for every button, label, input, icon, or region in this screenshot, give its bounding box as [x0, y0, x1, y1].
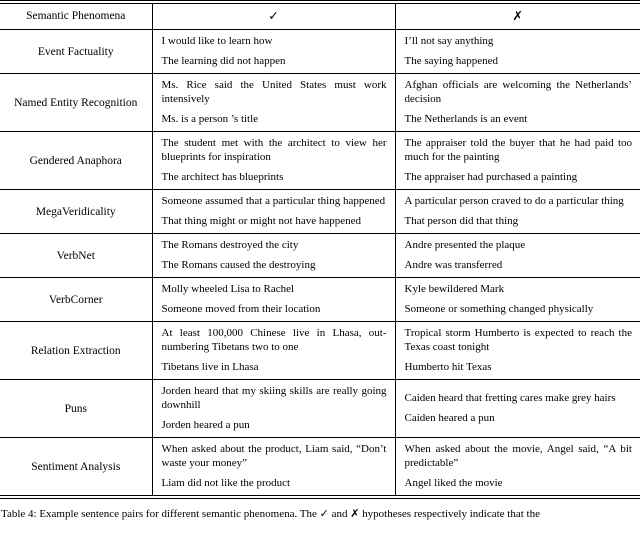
- premise-text: Jorden heard that my skiing skills are really going downhill: [161, 385, 387, 411]
- hypothesis-text: The learning did not happen: [161, 55, 286, 67]
- positive-example-cell: [152, 132, 395, 190]
- premise-text: Caiden heard that fretting cares make grey hairs: [404, 392, 616, 404]
- phenomenon-label: Relation Extraction: [0, 322, 152, 380]
- hypothesis-text: Jorden heared a pun: [161, 419, 250, 431]
- hypothesis-text: Andre was transferred: [404, 259, 503, 271]
- table-row: [0, 234, 640, 278]
- positive-example-cell: [152, 438, 395, 498]
- hypothesis-text: Ms. is a person ’s title: [161, 113, 259, 125]
- table-row: [0, 380, 640, 438]
- table-row: [0, 132, 640, 190]
- column-header-negative: [395, 2, 640, 30]
- table-row: [0, 190, 640, 234]
- premise-text: Someone assumed that a particular thing happened: [161, 195, 386, 207]
- premise-text: The appraiser told the buyer that he had paid too much for the painting: [404, 137, 632, 163]
- premise-text: I’ll not say anything: [404, 35, 494, 47]
- premise-text: When asked about the movie, Angel said, “A bit predictable”: [404, 443, 632, 469]
- premise-text: The Romans destroyed the city: [161, 239, 299, 251]
- negative-example-cell: [395, 190, 640, 234]
- hypothesis-text: The Netherlands is an event: [404, 113, 528, 125]
- phenomenon-label: VerbCorner: [0, 278, 152, 322]
- hypothesis-text: That thing might or might not have happened: [161, 215, 361, 227]
- table-row: [0, 30, 640, 74]
- phenomenon-label: Named Entity Recognition: [0, 74, 152, 132]
- hypothesis-text: Liam did not like the product: [161, 477, 291, 489]
- hypothesis-text: The appraiser had purchased a painting: [404, 171, 578, 183]
- positive-example-cell: [152, 322, 395, 380]
- hypothesis-text: The saying happened: [404, 55, 498, 67]
- table-row: [0, 74, 640, 132]
- premise-text: The student met with the architect to view her blueprints for inspiration: [161, 137, 387, 163]
- negative-example-cell: [395, 322, 640, 380]
- positive-example-cell: [152, 380, 395, 438]
- phenomenon-label: Event Factuality: [0, 30, 152, 74]
- premise-text: When asked about the product, Liam said, “Don’t waste your money”: [161, 443, 387, 469]
- premise-text: At least 100,000 Chinese live in Lhasa, out-numbering Tibetans two to one: [161, 327, 387, 353]
- negative-example-cell: [395, 132, 640, 190]
- hypothesis-text: That person did that thing: [404, 215, 519, 227]
- premise-text: Ms. Rice said the United States must work intensively: [161, 79, 387, 105]
- premise-text: Kyle bewildered Mark: [404, 283, 505, 295]
- table-header-row: [0, 2, 640, 30]
- table-row: [0, 438, 640, 498]
- hypothesis-text: Humberto hit Texas: [404, 361, 492, 373]
- premise-text: Afghan officials are welcoming the Netherlands’ decision: [404, 79, 632, 105]
- hypothesis-text: The architect has blueprints: [161, 171, 284, 183]
- premise-text: Andre presented the plaque: [404, 239, 526, 251]
- phenomenon-label: Gendered Anaphora: [0, 132, 152, 190]
- premise-text: Molly wheeled Lisa to Rachel: [161, 283, 295, 295]
- positive-example-cell: [152, 234, 395, 278]
- positive-example-cell: [152, 30, 395, 74]
- phenomenon-label: Sentiment Analysis: [0, 438, 152, 498]
- column-header-positive: [152, 2, 395, 30]
- hypothesis-text: Tibetans live in Lhasa: [161, 361, 259, 373]
- cross-icon: ✗: [512, 9, 523, 23]
- hypothesis-text: Angel liked the movie: [404, 477, 503, 489]
- column-header-phenomena: Semantic Phenomena: [0, 2, 152, 30]
- positive-example-cell: [152, 74, 395, 132]
- negative-example-cell: [395, 438, 640, 498]
- table-row: [0, 278, 640, 322]
- premise-text: A particular person craved to do a particular thing: [404, 195, 624, 207]
- phenomenon-label: MegaVeridicality: [0, 190, 152, 234]
- negative-example-cell: [395, 380, 640, 438]
- negative-example-cell: [395, 30, 640, 74]
- phenomenon-label: VerbNet: [0, 234, 152, 278]
- premise-text: Tropical storm Humberto is expected to reach the Texas coast tonight: [404, 327, 632, 353]
- negative-example-cell: [395, 74, 640, 132]
- check-icon: ✓: [268, 9, 279, 23]
- table-row: [0, 322, 640, 380]
- positive-example-cell: [152, 190, 395, 234]
- premise-text: I would like to learn how: [161, 35, 273, 47]
- hypothesis-text: Caiden heared a pun: [404, 412, 495, 424]
- positive-example-cell: [152, 278, 395, 322]
- negative-example-cell: [395, 234, 640, 278]
- negative-example-cell: [395, 278, 640, 322]
- hypothesis-text: Someone moved from their location: [161, 303, 321, 315]
- hypothesis-text: The Romans caused the destroying: [161, 259, 316, 271]
- phenomenon-label: Puns: [0, 380, 152, 438]
- hypothesis-text: Someone or something changed physically: [404, 303, 594, 315]
- table-caption: Table 4: Example sentence pairs for different semantic phenomena. The ✓ and ✗ hypotheses respectively indicate that the: [1, 508, 540, 520]
